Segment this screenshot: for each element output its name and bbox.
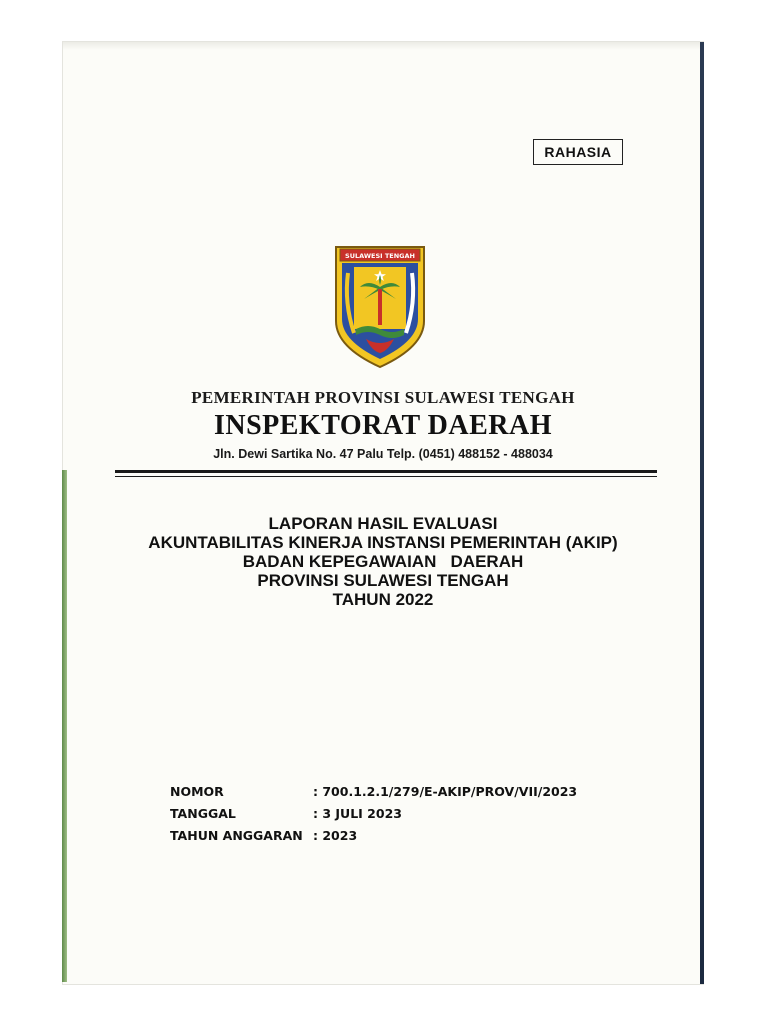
metadata-row-nomor [170, 780, 577, 802]
report-title-line-1: LAPORAN HASIL EVALUASI [268, 514, 498, 533]
metadata-label: TAHUN ANGGARAN [170, 827, 303, 843]
letterhead-rule-thick [115, 470, 657, 473]
report-title-line-2: AKUNTABILITAS KINERJA INSTANSI PEMERINTAH (AKIP) [148, 533, 618, 552]
page-top-shade [63, 42, 703, 50]
metadata-row-tahun-anggaran [170, 824, 577, 846]
sulawesi-tengah-emblem-icon [332, 243, 428, 371]
metadata-row-tanggal [170, 802, 577, 824]
metadata-value: : 3 JULI 2023 [313, 805, 402, 821]
metadata-label: TANGGAL [170, 805, 236, 821]
report-title [63, 514, 703, 609]
report-title-line-4: PROVINSI SULAWESI TENGAH [257, 571, 509, 590]
emblem-banner-text: SULAWESI TENGAH [345, 252, 415, 260]
organization-name: INSPEKTORAT DAERAH [213, 410, 553, 441]
government-name: PEMERINTAH PROVINSI SULAWESI TENGAH [191, 388, 575, 407]
report-title-line-5: TAHUN 2022 [332, 590, 434, 609]
metadata-value: : 700.1.2.1/279/E-AKIP/PROV/VII/2023 [313, 783, 578, 799]
letterhead-rule-thin [115, 476, 657, 477]
binding-edge-dark [700, 42, 704, 984]
report-title-line-3: BADAN KEPEGAWAIAN DAERAH [242, 552, 524, 571]
metadata-label: NOMOR [170, 783, 224, 799]
metadata-value: : 2023 [313, 827, 358, 843]
classification-badge: RAHASIA [533, 139, 623, 165]
organization-address: Jln. Dewi Sartika No. 47 Palu Telp. (0451) 488152 - 488034 [213, 447, 553, 461]
report-metadata [170, 780, 577, 846]
